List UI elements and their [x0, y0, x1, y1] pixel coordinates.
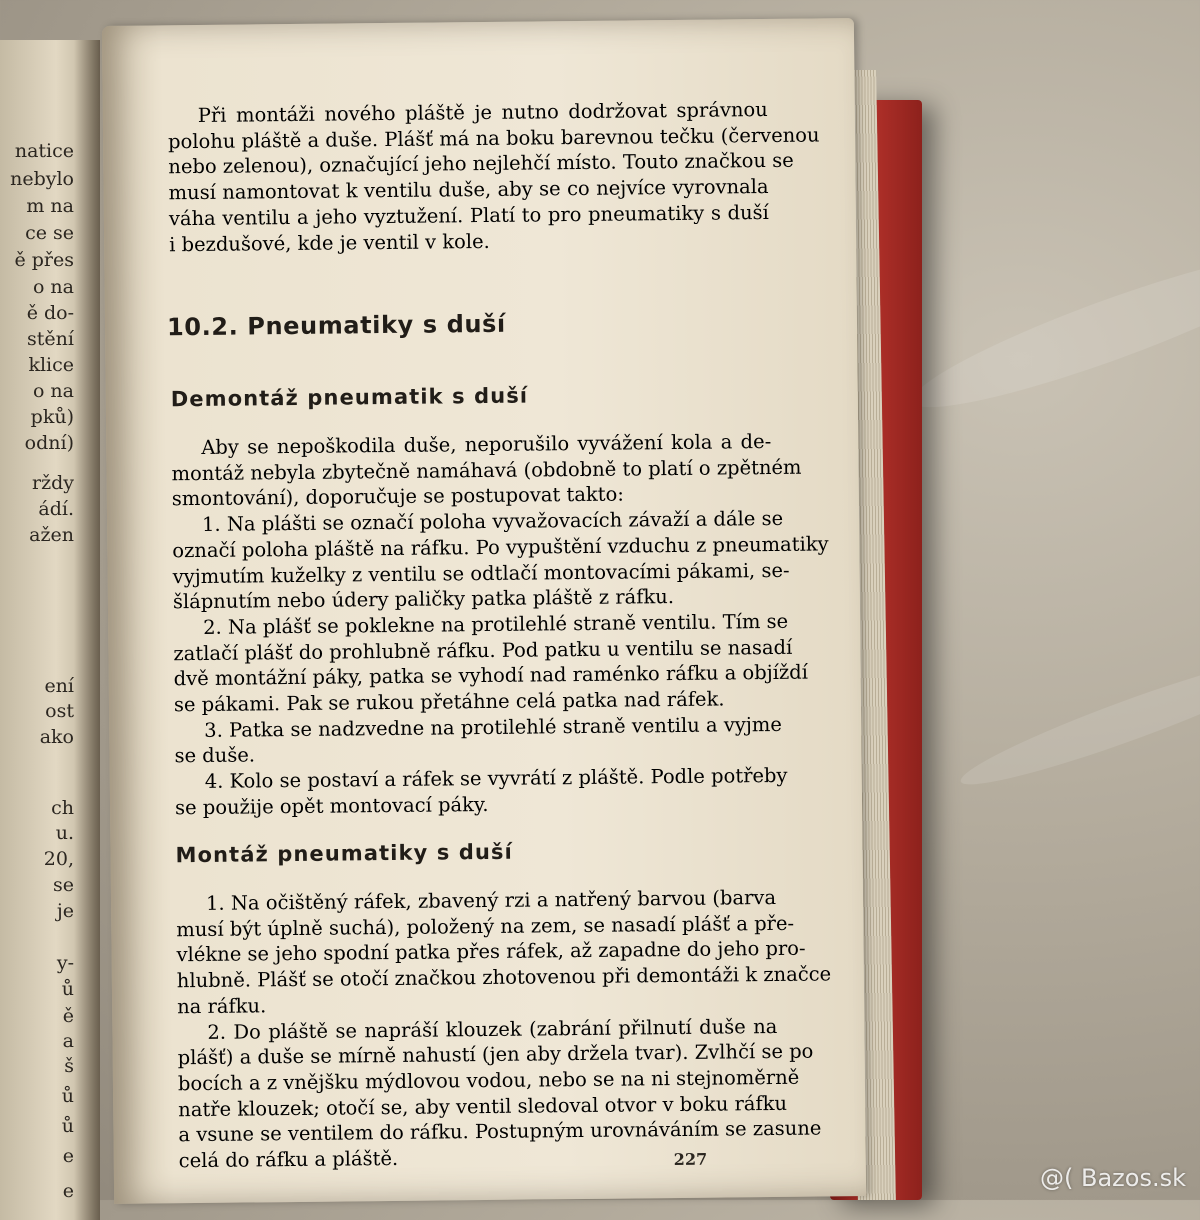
left-text-fragment: 20, [43, 848, 74, 870]
text-line: a vsune se ventilem do ráfku. Postupným urovnáváním se zasune [178, 1116, 822, 1147]
text-line: nebo zelenou), označující jeho nejlehčí místo. Touto značkou se [168, 149, 794, 179]
text-line: plášť) a duše se mírně nahustí (jen aby držela tvar). Zvlhčí se po [177, 1039, 814, 1070]
text-line: 1. Na plášti se označí poloha vyvažovacích závaží a dále se [201, 506, 784, 537]
left-text-fragment: ch [51, 797, 74, 819]
demontaz-text [171, 429, 829, 821]
left-text-fragment: e [62, 1180, 74, 1202]
text-line: 1. Na očištěný ráfek, zbavený rzi a natřený barvou (barva [205, 885, 777, 915]
left-text-fragment: o na [32, 276, 74, 298]
text-line: musí být úplně suchá), položený na zem, se nasadí plášť a pře- [176, 911, 795, 941]
left-text-fragment: ako [39, 726, 74, 748]
text-line: bocích a z vnějšku mýdlovou vodou, nebo se na ni stejnoměrně [177, 1065, 800, 1096]
gutter-shadow [74, 40, 100, 1220]
marble-vein [954, 640, 1200, 801]
text-line: se pákami. Pak se rukou přetáhne celá patka nad ráfek. [173, 687, 725, 717]
right-page [102, 18, 866, 1204]
left-page [0, 40, 100, 1220]
left-text-fragment: pků) [30, 406, 74, 428]
left-text-fragment: ažen [29, 524, 74, 546]
left-text-fragment: m na [26, 195, 74, 217]
left-text-fragment: stění [27, 328, 74, 350]
text-line: se použije opět montovací páky. [174, 792, 489, 820]
left-text-fragment: odní) [24, 432, 74, 454]
text-line: 2. Do pláště se napráší klouzek (zabrání přilnutí duše na [207, 1014, 778, 1044]
left-text-fragment: ádí. [38, 498, 74, 520]
text-line: šlápnutím nebo údery paličky patka pláště z ráfku. [172, 585, 675, 614]
section-heading: 10.2. Pneumatiky s duší [166, 309, 506, 342]
left-text-fragment: nebylo [10, 168, 74, 190]
text-line: 2. Na plášť se poklekne na protilehlé straně ventilu. Tím se [203, 609, 789, 639]
left-text-fragment: e [62, 1145, 74, 1167]
text-line: vyjmutím kuželky z ventilu se odtlačí montovacími pákami, se- [172, 558, 790, 588]
left-text-fragment: š [64, 1055, 74, 1077]
text-line: polohu pláště a duše. Plášť má na boku barevnou tečku (červenou [167, 123, 820, 153]
left-text-fragment: ost [45, 700, 74, 722]
page-number: 227 [673, 1149, 708, 1170]
left-text-fragment: u. [55, 822, 74, 844]
montaz-heading: Montáž pneumatiky s duší [175, 839, 513, 868]
left-text-fragment: klice [28, 354, 74, 376]
left-text-fragment: o na [32, 380, 74, 402]
text-line: zatlačí plášť do prohlubně ráfku. Pod patku u ventilu se nasadí [173, 635, 793, 665]
left-text-fragment: ení [44, 675, 74, 697]
text-line: natře klouzek; otočí se, aby ventil sledoval otvor v boku ráfku [178, 1091, 788, 1121]
text-line: se duše. [174, 743, 256, 768]
intro-paragraph [167, 97, 820, 257]
text-line: Aby se nepoškodila duše, neporušilo vyvážení kola a de- [201, 429, 772, 459]
text-line: hlubně. Plášť se otočí značkou zhotovenou při demontáži k značce [176, 962, 832, 993]
text-line: na ráfku. [177, 994, 267, 1019]
left-text-fragment: y- [56, 952, 74, 974]
left-text-fragment: ě [62, 1005, 74, 1027]
left-text-fragment: ce se [25, 222, 74, 244]
watermark: @( Bazos.sk [1040, 1164, 1186, 1192]
left-text-fragment: ů [61, 978, 74, 1000]
text-line: váha ventilu a jeho vyztužení. Platí to pro pneumatiky s duší [168, 200, 769, 231]
left-text-fragment: je [56, 900, 74, 922]
demontaz-heading: Demontáž pneumatik s duší [170, 383, 529, 412]
left-text-fragment: ě přes [14, 249, 74, 271]
left-text-fragment: se [53, 874, 74, 896]
left-text-fragment: rždy [32, 472, 74, 494]
text-line: i bezdušové, kde je ventil v kole. [169, 229, 490, 256]
text-line: 4. Kolo se postaví a ráfek se vyvrátí z pláště. Podle potřeby [204, 763, 788, 794]
left-text-fragment: natice [14, 140, 74, 162]
marble-vein [902, 230, 1200, 430]
montaz-text [176, 885, 832, 1174]
text-line: Při montáži nového pláště je nutno dodržovat správnou [197, 98, 768, 127]
text-line: vlékne se jeho spodní patka přes ráfek, až zapadne do jeho pro- [176, 937, 806, 967]
text-line: dvě montážní páky, patka se vyhodí nad raménko ráfku a objíždí [173, 660, 809, 691]
text-line: musí namontovat k ventilu duše, aby se co nejvíce vyrovnala [168, 175, 769, 205]
text-line: celá do ráfku a pláště. [178, 1146, 399, 1173]
text-line: montáž nebyla zbytečně namáhavá (obdobně to platí o zpětném [171, 455, 802, 485]
left-text-fragment: ů [61, 1115, 74, 1137]
left-text-fragment: ě do- [26, 302, 74, 324]
text-line: smontování), doporučuje se postupovat takto: [171, 482, 625, 511]
text-line: označí poloha pláště na ráfku. Po vypuštění vzduchu z pneumatiky [172, 532, 829, 563]
text-line: 3. Patka se nadzvedne na protilehlé straně ventilu a vyjme [204, 712, 783, 742]
left-text-fragment: a [62, 1030, 74, 1052]
left-text-fragment: ů [61, 1085, 74, 1107]
